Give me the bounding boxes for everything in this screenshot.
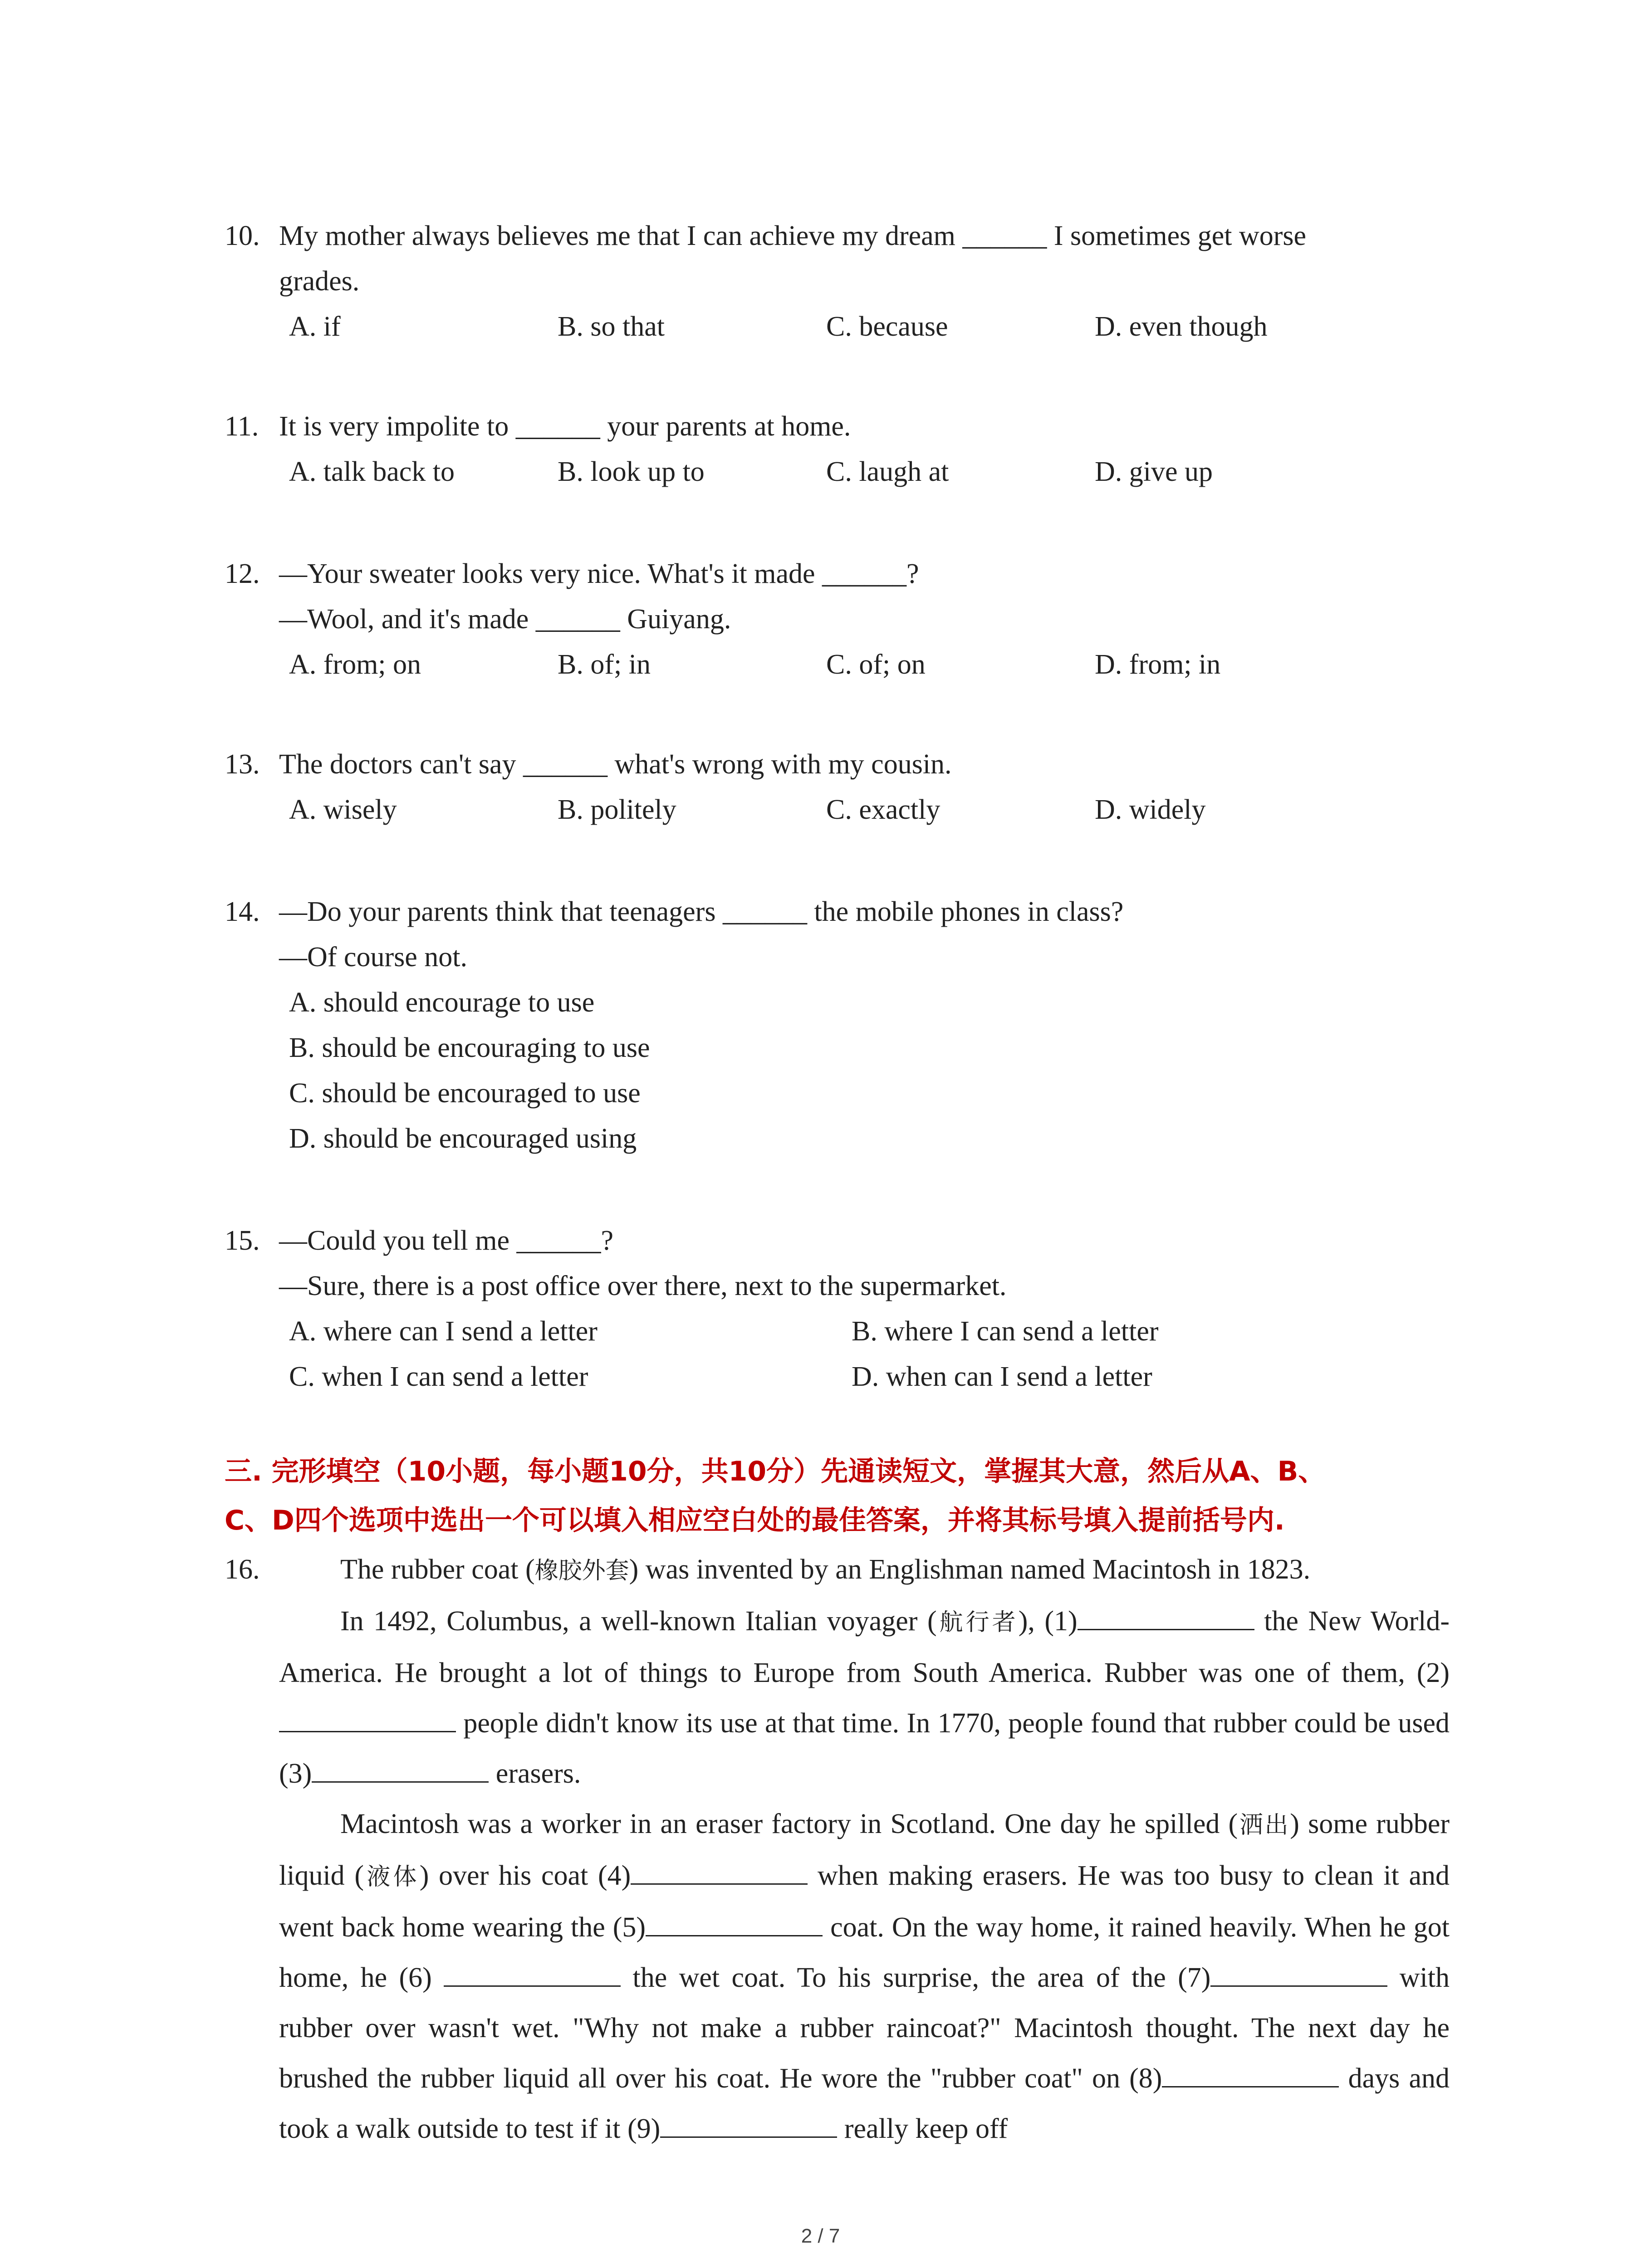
answer-blank-3[interactable] bbox=[312, 1756, 489, 1783]
option-d: D. from; in bbox=[1095, 649, 1221, 680]
question-stem-line: —Wool, and it's made ______ Guiyang. bbox=[279, 604, 731, 635]
question-stem-line: It is very impolite to ______ your parents at home. bbox=[279, 411, 851, 442]
question-12 bbox=[225, 551, 1450, 687]
question-stem-line: —Do your parents think that teenagers ______ the mobile phones in class? bbox=[279, 896, 1124, 927]
option-a: A. if bbox=[289, 311, 341, 342]
question-number: 14. bbox=[225, 896, 260, 927]
answer-blank-4[interactable] bbox=[631, 1858, 808, 1885]
question-stem-line: —Sure, there is a post office over there, next to the supermarket. bbox=[279, 1271, 1007, 1301]
option-c: C. of; on bbox=[826, 649, 926, 680]
option-d: D. when can I send a letter bbox=[852, 1361, 1152, 1392]
question-stem-line: —Of course not. bbox=[279, 942, 467, 973]
passage-paragraph: The rubber coat (橡胶外套) was invented by an Englishman named Macintosh in 1823. bbox=[340, 1554, 1311, 1585]
options-row bbox=[289, 787, 1450, 832]
question-15 bbox=[225, 1218, 1450, 1399]
option-b: B. so that bbox=[558, 311, 665, 342]
cloze-passage bbox=[225, 1545, 1450, 2154]
option-c: C. should be encouraged to use bbox=[289, 1078, 641, 1109]
section-heading-line: 三. 完形填空（10小题，每小题10分，共10分）先通读短文，掌握其大意，然后从A、B、 bbox=[225, 1456, 1326, 1487]
answer-blank-8[interactable] bbox=[1162, 2061, 1339, 2087]
option-b: B. politely bbox=[558, 794, 676, 825]
option-d: D. even though bbox=[1095, 311, 1268, 342]
question-stem-line: My mother always believes me that I can achieve my dream ______ I sometimes get worse bbox=[279, 220, 1307, 251]
options-row bbox=[289, 449, 1450, 494]
question-number: 13. bbox=[225, 749, 260, 780]
options-row bbox=[289, 304, 1450, 349]
section-heading-line: C、D四个选项中选出一个可以填入相应空白处的最佳答案，并将其标号填入提前括号内. bbox=[225, 1505, 1285, 1536]
question-stem-line: —Your sweater looks very nice. What's it made ______? bbox=[279, 558, 919, 589]
page-number: 2 / 7 bbox=[801, 2225, 840, 2247]
option-a: A. should encourage to use bbox=[289, 987, 595, 1018]
answer-blank-1[interactable] bbox=[1078, 1603, 1254, 1630]
answer-blank-9[interactable] bbox=[660, 2111, 837, 2138]
question-11 bbox=[225, 404, 1450, 494]
section-heading bbox=[225, 1447, 1450, 1545]
answer-blank-7[interactable] bbox=[1210, 1960, 1387, 1987]
option-b: B. look up to bbox=[558, 456, 705, 487]
question-stem-line: The doctors can't say ______ what's wrong with my cousin. bbox=[279, 749, 952, 780]
option-c: C. because bbox=[826, 311, 948, 342]
question-number: 11. bbox=[225, 411, 259, 442]
option-a: A. where can I send a letter bbox=[289, 1316, 598, 1347]
options-row bbox=[289, 642, 1450, 687]
option-b: B. of; in bbox=[558, 649, 651, 680]
option-d: D. give up bbox=[1095, 456, 1213, 487]
question-13 bbox=[225, 742, 1450, 832]
option-c: C. laugh at bbox=[826, 456, 949, 487]
question-stem-line: —Could you tell me ______? bbox=[279, 1225, 614, 1256]
answer-blank-5[interactable] bbox=[646, 1910, 823, 1936]
answer-blank-2[interactable] bbox=[279, 1706, 456, 1732]
option-c: C. exactly bbox=[826, 794, 941, 825]
answer-blank-6[interactable] bbox=[444, 1960, 621, 1987]
question-14 bbox=[225, 889, 1450, 1161]
question-number: 15. bbox=[225, 1225, 260, 1256]
option-c: C. when I can send a letter bbox=[289, 1361, 588, 1392]
option-a: A. from; on bbox=[289, 649, 421, 680]
passage-paragraph: Macintosh was a worker in an eraser factory in Scotland. One day he spilled (洒出) some rubber liquid (液体) over his coat (4) when making erasers. He was too busy to clean it and went back home wearing the (5) coat. On the way home, it rained heavily. When he got home, he (6) the wet coat. To his surprise, the area of the (7) with rubber over wasn't wet. "Why not make a rubber raincoat?" Macintosh thought. The next day he brushed the rubber liquid all over his coat. He wore the "rubber coat" on (8) days and took a walk outside to test if it (9) really keep off bbox=[279, 1809, 1450, 2144]
option-d: D. widely bbox=[1095, 794, 1206, 825]
question-10 bbox=[225, 213, 1450, 349]
options-row bbox=[289, 1309, 1450, 1354]
options-row bbox=[289, 1354, 1450, 1399]
option-b: B. where I can send a letter bbox=[852, 1316, 1159, 1347]
option-a: A. wisely bbox=[289, 794, 397, 825]
option-a: A. talk back to bbox=[289, 456, 455, 487]
option-b: B. should be encouraging to use bbox=[289, 1032, 650, 1063]
question-number: 16. bbox=[225, 1554, 260, 1585]
question-number: 12. bbox=[225, 558, 260, 589]
question-number: 10. bbox=[225, 220, 260, 251]
option-d: D. should be encouraged using bbox=[289, 1123, 637, 1154]
question-stem-line: grades. bbox=[279, 266, 360, 297]
passage-paragraph: In 1492, Columbus, a well-known Italian voyager (航行者), (1) the New World-America. He brought a lot of things to Europe from South America. Rubber was one of them, (2) people didn't know its use at that time. In 1770, people found that rubber could be used (3) erasers. bbox=[279, 1596, 1450, 1799]
